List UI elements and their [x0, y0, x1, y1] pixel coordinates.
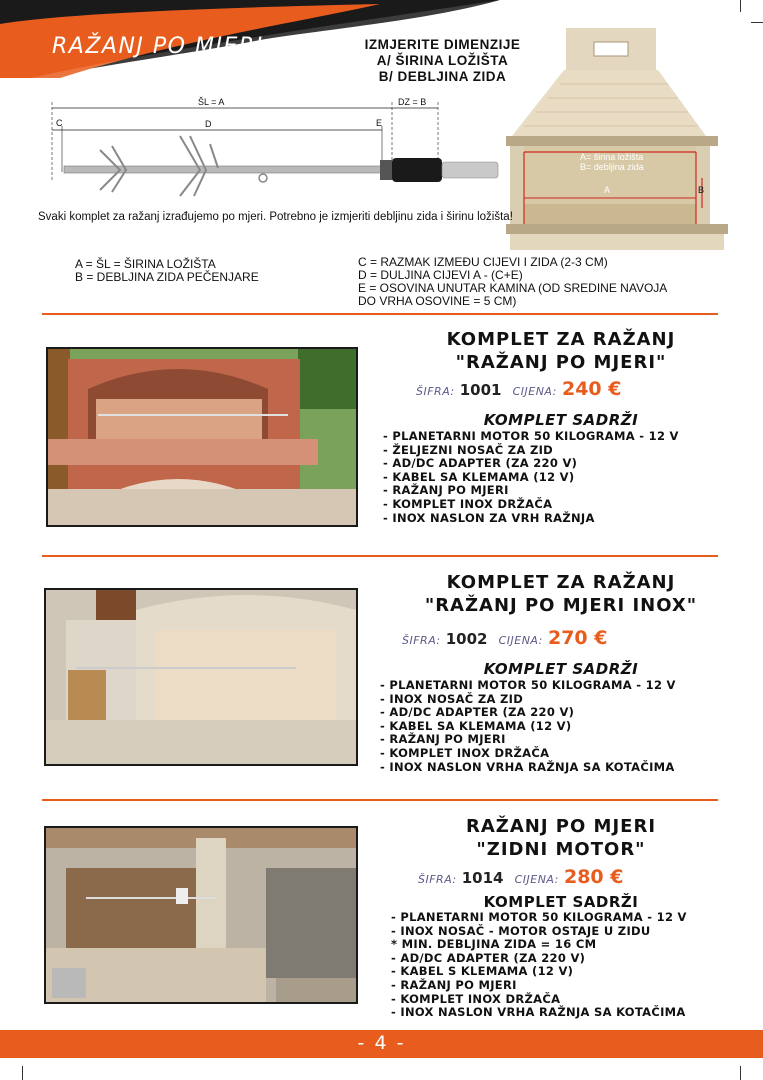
label-dz: DZ = B: [398, 97, 427, 107]
contents-list-1014: [391, 911, 687, 1020]
contents-title-1001: KOMPLET SADRŽI: [483, 411, 639, 429]
list-item: - INOX NASLON VRHA RAŽNJA SA KOTAČIMA: [391, 1005, 686, 1020]
price-line-1002: [402, 627, 607, 649]
product-title-1001: [380, 328, 742, 374]
spit-diagram: [30, 92, 510, 202]
product-price: 280 €: [563, 866, 624, 888]
product-price: 270 €: [547, 627, 608, 649]
code-label: ŠIFRA:: [416, 385, 455, 398]
legend-line: DO VRHA OSOVINE = 5 CM): [358, 294, 517, 308]
product-title-1002: [380, 571, 742, 617]
list-item: - AD/DC ADAPTER (ZA 220 V): [383, 456, 578, 471]
product-title-line: KOMPLET ZA RAŽANJ: [446, 329, 676, 350]
page-title: RAŽANJ PO MJERI: [52, 34, 264, 59]
fireplace-label-b: B: [698, 185, 705, 195]
list-item: - KABEL S KLEMAMA (12 V): [391, 964, 574, 979]
contents-list-1001: [383, 430, 679, 525]
product-title-line: KOMPLET ZA RAŽANJ: [446, 572, 676, 593]
list-item: - KABEL SA KLEMAMA (12 V): [383, 469, 575, 484]
fireplace-label-a: A: [604, 185, 611, 195]
crop-mark-bl: [22, 1066, 23, 1080]
list-item: - RAŽANJ PO MJERI: [383, 483, 509, 498]
price-line-1014: [418, 866, 623, 888]
product-price: 240 €: [561, 378, 622, 400]
price-label: CIJENA:: [498, 634, 543, 647]
list-item: - AD/DC ADAPTER (ZA 220 V): [391, 950, 586, 965]
contents-title-1002: KOMPLET SADRŽI: [483, 660, 639, 678]
list-item: - INOX NASLON ZA VRH RAŽNJA: [383, 510, 595, 525]
code-label: ŠIFRA:: [402, 634, 441, 647]
list-item: - PLANETARNI MOTOR 50 KILOGRAMA - 12 V: [380, 678, 676, 692]
legend-line: E = OSOVINA UNUTAR KAMINA (OD SREDINE NAVOJA: [358, 281, 668, 295]
section-divider: [42, 799, 718, 801]
contents-title-1014: KOMPLET SADRŽI: [483, 893, 639, 911]
fireplace-label-a-desc: A= širina ložišta: [580, 152, 644, 162]
code-label: ŠIFRA:: [418, 873, 457, 886]
legend-right: [358, 256, 667, 308]
list-item: - PLANETARNI MOTOR 50 KILOGRAMA - 12 V: [383, 429, 679, 443]
list-item: - ŽELJEZNI NOSAČ ZA ZID: [383, 442, 554, 457]
label-sl: ŠL = A: [198, 97, 225, 107]
section-divider: [42, 555, 718, 557]
product-title-line: "ZIDNI MOTOR": [476, 839, 646, 860]
legend-line: A = ŠL = ŠIRINA LOŽIŠTA: [75, 257, 216, 271]
dimensions-title-line: IZMJERITE DIMENZIJE: [364, 37, 521, 52]
product-photo-1002: [44, 588, 358, 766]
list-item: * MIN. DEBLJINA ZIDA = 16 CM: [391, 937, 597, 952]
product-title-1014: [380, 815, 742, 861]
measure-note: Svaki komplet za ražanj izrađujemo po mjeri. Potrebno je izmjeriti debljinu zida i širinu ložišta!: [38, 211, 513, 223]
product-photo-1014: [44, 826, 358, 1004]
dimensions-title-line: B/ DEBLJINA ZIDA: [378, 69, 507, 84]
section-divider: [42, 313, 718, 315]
list-item: - PLANETARNI MOTOR 50 KILOGRAMA - 12 V: [391, 910, 687, 924]
legend-line: B = DEBLJINA ZIDA PEČENJARE: [75, 270, 259, 284]
list-item: - INOX NASLON VRHA RAŽNJA SA KOTAČIMA: [380, 759, 675, 774]
crop-mark-tr: [751, 22, 763, 23]
contents-list-1002: [380, 679, 676, 774]
price-label: CIJENA:: [512, 385, 557, 398]
list-item: - KOMPLET INOX DRŽAČA: [380, 745, 550, 760]
product-code: 1001: [459, 381, 502, 399]
list-item: - KOMPLET INOX DRŽAČA: [383, 496, 553, 511]
product-code: 1014: [461, 869, 504, 887]
legend-left: [75, 258, 259, 284]
list-item: - AD/DC ADAPTER (ZA 220 V): [380, 705, 575, 720]
product-title-line: "RAŽANJ PO MJERI INOX": [424, 595, 698, 616]
price-label: CIJENA:: [514, 873, 559, 886]
product-title-line: RAŽANJ PO MJERI: [465, 816, 657, 837]
fireplace-illustration: [506, 28, 732, 250]
label-d: D: [205, 119, 212, 129]
dimensions-title-line: A/ ŠIRINA LOŽIŠTA: [376, 53, 509, 68]
crop-mark-br: [740, 1066, 741, 1080]
list-item: - KOMPLET INOX DRŽAČA: [391, 991, 561, 1006]
legend-line: C = RAZMAK IZMEĐU CIJEVI I ZIDA (2-3 CM): [358, 255, 608, 269]
product-title-line: "RAŽANJ PO MJERI": [455, 352, 667, 373]
spit-diagram-drawing: [30, 92, 510, 202]
list-item: - INOX NOSAČ ZA ZID: [380, 691, 524, 706]
page-number: - 4 -: [357, 1032, 406, 1054]
list-item: - RAŽANJ PO MJERI: [380, 732, 506, 747]
product-code: 1002: [445, 630, 488, 648]
fireplace-label-b-desc: B= debljina zida: [580, 162, 644, 172]
product-photo-1001: [46, 347, 358, 527]
list-item: - RAŽANJ PO MJERI: [391, 977, 517, 992]
crop-mark-tr-v: [740, 0, 741, 12]
price-line-1001: [416, 378, 621, 400]
list-item: - INOX NOSAČ - MOTOR OSTAJE U ZIDU: [391, 923, 651, 938]
list-item: - KABEL SA KLEMAMA (12 V): [380, 718, 572, 733]
label-e: E: [376, 118, 383, 128]
label-c: C: [56, 118, 63, 128]
legend-line: D = DULJINA CIJEVI A - (C+E): [358, 268, 523, 282]
